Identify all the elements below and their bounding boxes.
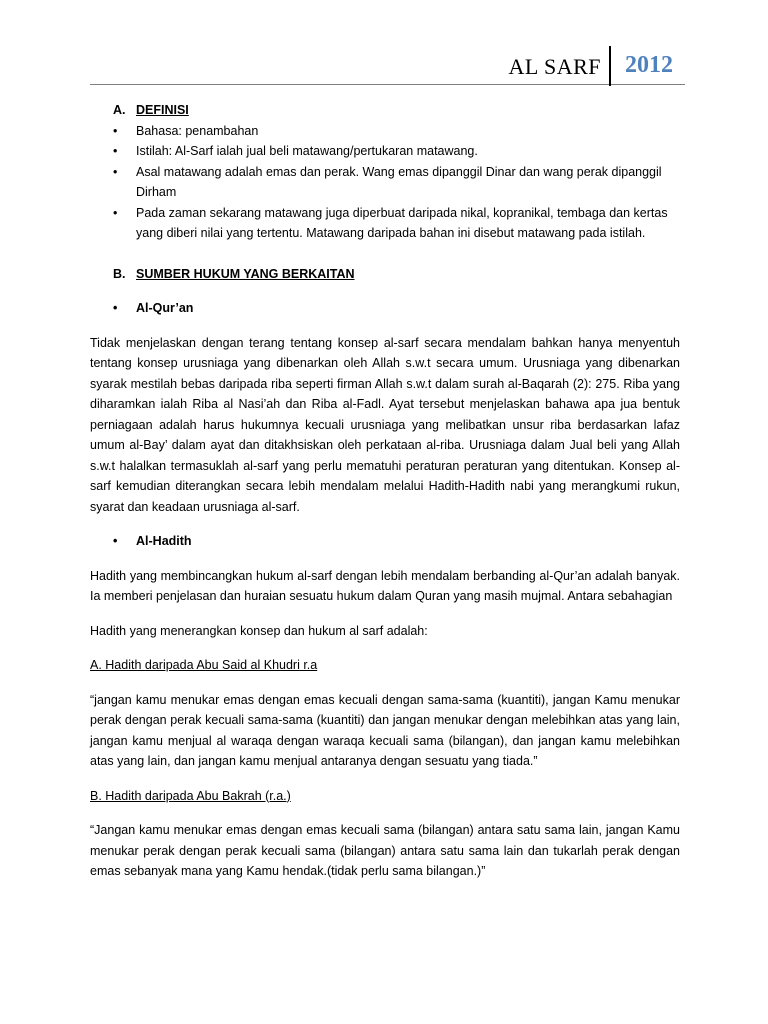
section-a-title: DEFINISI — [136, 103, 189, 117]
bullet-icon: • — [113, 144, 118, 158]
hadith-heading — [90, 531, 680, 552]
quran-heading — [90, 298, 680, 319]
bullet-icon: • — [113, 534, 118, 548]
hadith-a-quote: “jangan kamu menukar emas dengan emas kecuali dengan sama-sama (kuantiti), jangan Kamu menukar perak dengan perak kecuali sama-sama (kuantiti) dan jangan menukar dengan melebihkan atas yang lain, jangan kamu menjual al waraqa dengan waraqa kecuali sama (bilangan), dan jangan kamu melebihkan atas yang lain, dan jangan kamu menjual antaranya dengan sesuatu yang tiada.” — [90, 692, 680, 768]
hadith-intro: Hadith yang menerangkan konsep dan hukum al sarf adalah: — [90, 623, 428, 638]
section-b-letter: B. — [113, 266, 126, 281]
section-a-letter: A. — [113, 103, 126, 117]
header-year: 2012 — [625, 52, 673, 78]
header-divider — [609, 46, 611, 86]
quran-paragraph: Tidak menjelaskan dengan terang tentang konsep al-sarf secara mendalam bahkan hanya menyentuh tentang konsep urusniaga yang dibenarkan oleh Allah s.w.t secara umum. Urusniaga yang dibenarkan syarak mestilah bebas daripada riba seperti firman Allah s.w.t dalam surah al-Baqarah (2): 275. Riba yang diharamkan ialah Riba al Nasi’ah dan Riba al-Fadl. Ayat tersebut menjelaskan bahawa apa jua bentuk perniagaan adalah harus hukumnya kecuali urusniaga yang melibatkan unsur riba berdasarkan lafaz umum al-Bay’ dalam ayat dan ditakhsiskan oleh perkataan al-riba. Urusniaga dalam Jual beli yang Allah s.w.t halalkan termasuklah al-sarf yang perlu mematuhi peraturan peraturan yang ditentukan. Konsep al-sarf kemudian diterangkan secara lebih mendalam melalui Hadith-Hadith nabi yang merangkumi rukun, syarat dan keadaan urusniaga al-sarf. — [90, 335, 680, 514]
list-item — [90, 203, 680, 244]
list-item — [90, 162, 680, 203]
hadith-label: Al-Hadith — [136, 534, 192, 548]
definition-text: Pada zaman sekarang matawang juga diperbuat daripada nikal, kopranikal, tembaga dan kertas yang diberi nilai yang tertentu. Matawang daripada bahan ini disebut matawang pada istilah. — [136, 205, 668, 240]
definition-text: Istilah: Al-Sarf ialah jual beli matawang/pertukaran matawang. — [136, 144, 478, 158]
definition-list — [90, 121, 680, 244]
hadith-paragraph: Hadith yang membincangkan hukum al-sarf dengan lebih mendalam berbanding al-Qur’an adalah banyak. Ia memberi penjelasan dan huraian sesuatu hukum dalam Quran yang masih mujmal. Antara sebahagian — [90, 568, 680, 603]
bullet-icon: • — [113, 164, 118, 179]
bullet-icon: • — [113, 123, 118, 138]
definition-text: Asal matawang adalah emas dan perak. Wang emas dipanggil Dinar dan wang perak dipanggil Dirham — [136, 164, 662, 199]
section-b-title: SUMBER HUKUM YANG BERKAITAN — [136, 266, 355, 281]
document-body — [90, 100, 680, 882]
list-item — [90, 121, 680, 142]
bullet-icon: • — [113, 205, 118, 220]
bullet-icon: • — [113, 301, 118, 315]
hadith-b-quote: “Jangan kamu menukar emas dengan emas kecuali sama (bilangan) antara satu sama lain, jangan Kamu menukar perak dengan perak kecuali sama (bilangan) antara satu sama lain dan tukarlah perak dengan emas sebanyak mana yang Kamu hendak.(tidak perlu sama bilangan.)” — [90, 823, 680, 878]
hadith-a-title: A. Hadith daripada Abu Said al Khudri r.a — [90, 658, 318, 672]
page-header — [90, 44, 685, 85]
definition-text: Bahasa: penambahan — [136, 123, 259, 138]
header-title: AL SARF — [508, 54, 601, 79]
list-item — [90, 141, 680, 162]
section-b-heading — [90, 264, 680, 285]
section-a-heading — [90, 100, 680, 121]
hadith-b-title: B. Hadith daripada Abu Bakrah (r.a.) — [90, 788, 291, 803]
quran-label: Al-Qur’an — [136, 301, 194, 315]
